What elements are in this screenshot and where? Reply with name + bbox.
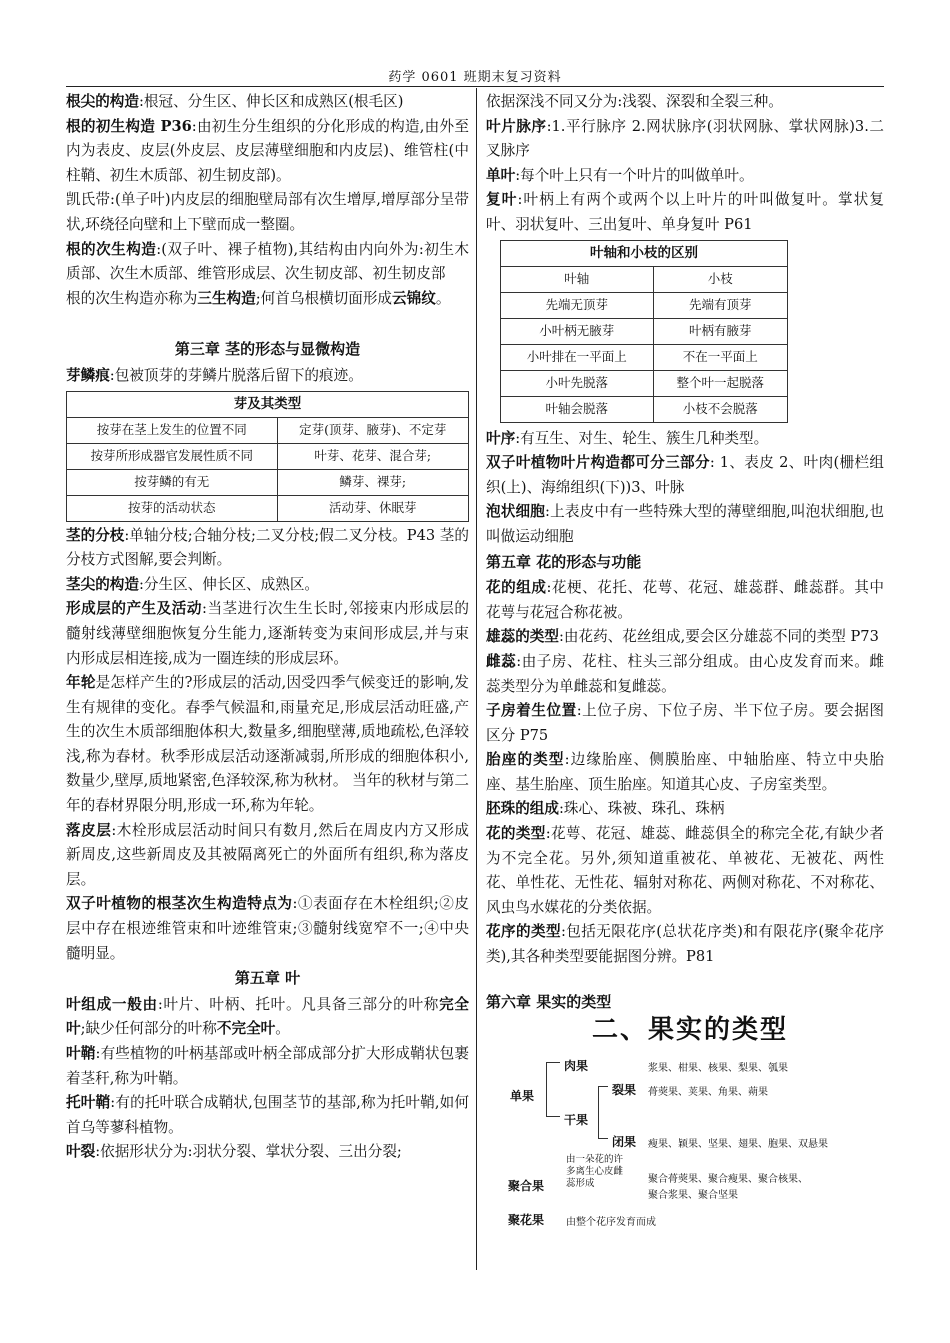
bud-scar-para — [66, 364, 469, 389]
leaf-comp-end: 。 — [275, 1020, 290, 1038]
table-cell: 小叶排在一平面上 — [501, 344, 654, 370]
bubble-cell-term: 泡状细胞 — [486, 503, 545, 521]
brace-tick — [546, 1116, 560, 1117]
chapter3-heading: 第三章 茎的形态与显微构造 — [174, 340, 361, 359]
table-cell: 整个叶一起脱落 — [653, 370, 787, 396]
bubble-cell-text: :上表皮中有一些特殊大型的薄壁细胞,叫泡状细胞,也叫做运动细胞 — [486, 503, 884, 545]
table-header-cell: 小枝 — [653, 266, 787, 292]
stem-tip-term: 茎尖的构造 — [66, 575, 139, 593]
primary-root-para — [66, 115, 469, 189]
table-row — [67, 495, 469, 521]
inflorescence-text: :包括无限花序(总状花序类)和有限花序(聚伞花序类),其各种类型要能据图分辨。P81 — [486, 923, 884, 966]
fruit-dry-label: 干果 — [564, 1113, 589, 1128]
table-header-row — [501, 266, 788, 292]
inflorescence-term: 花序的类型 — [486, 923, 561, 941]
tertiary-term2: 云锦纹 — [392, 289, 436, 307]
table-cell: 小枝不会脱落 — [653, 396, 787, 422]
fruit-dehiscent-label: 裂果 — [612, 1083, 637, 1098]
fruit-indehiscent-label: 闭果 — [612, 1135, 637, 1150]
table-cell: 先端无顶芽 — [501, 292, 654, 318]
secondary-root-term: 根的次生构造 — [66, 240, 157, 258]
vein-term: 叶片脉序 — [486, 117, 547, 135]
column-divider — [476, 88, 477, 1270]
stem-branch-text: :单轴分枝;合轴分枝;二叉分枝;假二叉分枝。P43 茎的分枝方式图解,要会判断。 — [66, 526, 469, 569]
bud-scar-text: :包被顶芽的芽鳞片脱落后留下的痕迹。 — [109, 366, 363, 384]
cambium-term: 形成层的产生及活动 — [66, 600, 203, 618]
table-row — [67, 417, 469, 443]
flower-comp-text: :花梗、花托、花萼、花冠、雄蕊群、雌蕊群。其中花萼与花冠合称花被。 — [486, 579, 884, 621]
fruit-types-diagram — [486, 1015, 884, 1230]
compound-leaf-term: 复叶 — [486, 191, 518, 209]
bud-scar-term: 芽鳞痕 — [66, 366, 110, 384]
bud-table-title: 芽及其类型 — [67, 391, 469, 417]
bark-term: 落皮层 — [66, 821, 112, 839]
bud-types-table — [66, 391, 469, 522]
table-cell: 按芽的活动状态 — [67, 495, 278, 521]
flower-type-text: :花萼、花冠、雄蕊、雌蕊俱全的称完全花,有缺少者为不完全花。另外,须知道重被花、单被花、无被花、两性花、单性花、无性花、辐射对称花、两侧对称花、不对称花、风虫鸟水媒花的分类依据。 — [486, 825, 884, 916]
ring-para — [66, 671, 469, 819]
simple-leaf-text: :每个叶上只有一个叶片的叫做单叶。 — [515, 166, 754, 184]
leaf-comp-term: 叶组成一般由 — [66, 995, 158, 1013]
table-cell: 叶轴会脱落 — [501, 396, 654, 422]
sheath-text: :有些植物的叶柄基部或叶柄全部成部分扩大形成鞘状包裹着茎秆,称为叶鞘。 — [66, 1045, 469, 1087]
split-para — [66, 1140, 469, 1165]
table-cell: 小叶柄无腋芽 — [501, 318, 654, 344]
chapter6-heading: 第六章 果实的类型 — [486, 992, 612, 1011]
left-column — [66, 90, 469, 1165]
stamen-para — [486, 625, 884, 650]
table-cell: 按芽鳞的有无 — [67, 469, 278, 495]
bark-text: :木栓形成层活动时间只有数月,然后在周皮内方又形成新周皮,这些新周皮及其被隔离死亡的外面所有组织,称为落皮层。 — [66, 821, 469, 888]
flower-type-para — [486, 822, 884, 920]
table-cell: 叶芽、花芽、混合芽; — [277, 443, 468, 469]
stem-tip-text: :分生区、伸长区、成熟区。 — [138, 575, 320, 593]
table-cell: 活动芽、休眠芽 — [277, 495, 468, 521]
table-row — [67, 469, 469, 495]
dicot-term: 双子叶植物的根茎次生构造特点为 — [66, 895, 293, 913]
stem-tip-para — [66, 573, 469, 598]
leaf-comp-text1: :叶片、叶柄、托叶。凡具备三部分的叶称 — [157, 995, 440, 1013]
fruit-indehiscent-items: 瘦果、颖果、坚果、翅果、胞果、双悬果 — [648, 1139, 828, 1151]
sheath-term: 叶鞘 — [66, 1045, 96, 1062]
dicot-leaf-text: : 1、表皮 2、叶肉(栅栏组织(上)、海绵组织(下))3、叶脉 — [486, 454, 884, 496]
casparian-para: 凯氏带:(单子叶)内皮层的细胞壁局部有次生增厚,增厚部分呈带状,环绕径向壁和上下壁而成一整圈。 — [66, 191, 469, 233]
brace-line — [546, 1062, 547, 1116]
primary-root-term: 根的初生构造 P36 — [66, 117, 192, 135]
table-cell: 鳞芽、裸芽; — [277, 469, 468, 495]
leaf-comp-text2: ;缺少任何部分的叶称 — [80, 1020, 217, 1038]
compound-leaf-para — [486, 188, 884, 237]
ovule-text: :珠心、珠被、珠孔、珠柄 — [558, 800, 725, 818]
leaf-incomplete-term: 不完全叶 — [216, 1020, 276, 1038]
table-row — [501, 344, 788, 370]
fruit-fleshy-label: 肉果 — [564, 1059, 589, 1074]
simple-leaf-term: 单叶 — [486, 166, 516, 184]
table-row — [67, 443, 469, 469]
flower-comp-para — [486, 576, 884, 625]
stem-branch-term: 茎的分枝 — [66, 526, 125, 544]
rachis-twig-table — [500, 240, 788, 423]
dicot-para — [66, 892, 469, 966]
fruit-aggregate-label: 聚合果 — [508, 1179, 545, 1194]
page-header: 药学 0601 班期末复习资料 — [388, 70, 562, 85]
dicot-leaf-para — [486, 451, 884, 500]
stamen-text: :由花药、花丝组成,要会区分雄蕊不同的类型 P73 — [558, 628, 879, 646]
fruit-diagram-title: 二、果实的类型 — [592, 1015, 789, 1046]
stem-branch-para — [66, 524, 469, 573]
dicot-text: :①表面存在木栓组织;②皮层中存在根迹维管束和叶迹维管束;③髓射线宽窄不一;④中央髓明显。 — [66, 895, 469, 962]
dicot-leaf-term: 双子叶植物叶片构造都可分三部分 — [486, 454, 710, 472]
fruit-multiple-note: 由整个花序发育而成 — [566, 1217, 656, 1229]
leaf-comp-para — [66, 993, 469, 1042]
table-row — [501, 370, 788, 396]
root-tip-text: :根冠、分生区、伸长区和成熟区(根毛区) — [138, 93, 404, 110]
stamen-term: 雄蕊的类型 — [486, 628, 559, 646]
brace-tick — [546, 1062, 560, 1063]
root-tip-para — [66, 90, 469, 115]
table-row — [501, 318, 788, 344]
tertiary-end: 。 — [435, 289, 451, 307]
secondary-root-text: :(双子叶、裸子植物),其结构由内向外为:初生木质部、次生木质部、维管形成层、次生韧皮部、初生韧皮部 — [66, 240, 469, 283]
placenta-para — [486, 748, 884, 797]
pistil-para — [486, 650, 884, 699]
table-cell: 按芽在茎上发生的位置不同 — [67, 417, 278, 443]
placenta-text: :边缘胎座、侧膜胎座、中轴胎座、特立中央胎座、基生胎座、顶生胎座。知道其心皮、子房室类型。 — [486, 751, 884, 793]
tertiary-term: 三生构造 — [197, 289, 256, 307]
pistil-term: 雌蕊 — [486, 652, 517, 670]
placenta-term: 胎座的类型 — [486, 751, 565, 769]
leaf-complete-term: 完全叶 — [66, 995, 469, 1038]
inflorescence-para — [486, 920, 884, 969]
tertiary-mid: ;何首乌根横切面形成 — [255, 289, 393, 307]
compound-leaf-text: :叶柄上有两个或两个以上叶片的叶叫做复叶。掌状复叶、羽状复叶、三出复叶、单身复叶 P61 — [486, 191, 884, 233]
table-cell: 叶柄有腋芽 — [653, 318, 787, 344]
table-row — [501, 396, 788, 422]
bark-para — [66, 819, 469, 893]
split-term: 叶裂 — [66, 1143, 96, 1161]
ovule-para — [486, 797, 884, 822]
cambium-para — [66, 597, 469, 671]
brace-tick — [598, 1138, 608, 1139]
phyllotaxy-text: :有互生、对生、轮生、簇生几种类型。 — [515, 429, 769, 447]
split-text: :依据形状分为:羽状分裂、掌状分裂、三出分裂; — [95, 1143, 402, 1161]
cambium-text: :当茎进行次生生长时,邻接束内形成层的髓射线薄壁细胞恢复分生能力,逐渐转变为束间形成层,并与束内形成层相连接,成为一圈连续的形成层环。 — [66, 600, 469, 667]
chapter5-leaf-heading: 第五章 叶 — [234, 969, 301, 988]
bubble-cell-para — [486, 500, 884, 549]
fruit-aggregate-items-2: 聚合浆果、聚合坚果 — [648, 1190, 738, 1202]
leaf-table-title: 叶轴和小枝的区别 — [501, 240, 788, 266]
phyllotaxy-para — [486, 427, 884, 452]
pistil-text: :由子房、花柱、柱头三部分组成。由心皮发育而来。雌蕊类型分为单雌蕊和复雌蕊。 — [486, 652, 884, 695]
table-cell: 小叶先脱落 — [501, 370, 654, 396]
fruit-single-label: 单果 — [510, 1089, 535, 1104]
tertiary-pre: 根的次生构造亦称为 — [66, 289, 198, 307]
fruit-aggregate-note: 由一朵花的许多离生心皮雌蕊形成 — [566, 1154, 624, 1190]
table-cell: 定芽(顶芽、腋芽)、不定芽 — [277, 417, 468, 443]
sheath-para — [66, 1042, 469, 1091]
table-cell: 不在一平面上 — [653, 344, 787, 370]
tertiary-para — [66, 287, 469, 312]
phyllotaxy-term: 叶序 — [486, 429, 516, 447]
split-cont-para: 依据深浅不同又分为:浅裂、深裂和全裂三种。 — [486, 93, 783, 110]
flower-comp-term: 花的组成 — [486, 579, 547, 597]
ochrea-text: :有的托叶联合成鞘状,包围茎节的基部,称为托叶鞘,如何首乌等蓼科植物。 — [66, 1094, 469, 1136]
table-cell: 按芽所形成器官发展性质不同 — [67, 443, 278, 469]
ochrea-para — [66, 1091, 469, 1140]
brace-line — [598, 1086, 599, 1138]
fruit-fleshy-items: 浆果、柑果、核果、梨果、瓠果 — [648, 1063, 788, 1075]
simple-leaf-para — [486, 164, 884, 189]
ochrea-term: 托叶鞘 — [66, 1094, 111, 1112]
table-row — [501, 292, 788, 318]
ovary-para — [486, 699, 884, 748]
primary-root-text: :由初生分生组织的分化形成的构造,由外至内为表皮、皮层(外皮层、皮层薄壁细胞和内皮层)、维管柱(中柱鞘、初生木质部、初生韧皮部)。 — [66, 117, 469, 184]
ovary-text: :上位子房、下位子房、半下位子房。要会据图区分 P75 — [486, 702, 884, 744]
right-column — [486, 90, 884, 1230]
chapter5-flower-heading: 第五章 花的形态与功能 — [486, 552, 642, 571]
table-cell: 先端有顶芽 — [653, 292, 787, 318]
table-header-cell: 叶轴 — [501, 266, 654, 292]
ring-term: 年轮 — [66, 674, 96, 692]
ovule-term: 胚珠的组成 — [486, 800, 559, 818]
ring-text: 是怎样产生的?形成层的活动,因受四季气候变迁的影响,发生有规律的变化。春季气候温和,雨量充足,形成层活动旺盛,产生的次生木质部细胞体积大,数量多,细胞壁薄,质地疏松,色泽较浅,称为春材。秋季形成层活动逐渐减弱,所形成的细胞体积小,数量少,壁厚,质地紧密,色泽较深,称为秋材。 当年的秋材与第二年的春材界限分明,形成一环,称为年轮。 — [66, 674, 469, 815]
fruit-dehiscent-items: 蓇葖果、荚果、角果、蒴果 — [648, 1087, 768, 1099]
root-tip-term: 根尖的构造 — [66, 93, 139, 110]
fruit-multiple-label: 聚花果 — [508, 1213, 545, 1228]
fruit-aggregate-items-1: 聚合蓇葖果、聚合瘦果、聚合核果、 — [648, 1174, 808, 1186]
ovary-term: 子房着生位置 — [486, 702, 577, 720]
brace-tick — [598, 1086, 608, 1087]
flower-type-term: 花的类型 — [486, 825, 546, 843]
secondary-root-para — [66, 238, 469, 287]
vein-para — [486, 115, 884, 164]
vein-text: :1.平行脉序 2.网状脉序(羽状网脉、掌状网脉)3.二叉脉序 — [486, 117, 884, 160]
header-rule — [66, 86, 884, 87]
